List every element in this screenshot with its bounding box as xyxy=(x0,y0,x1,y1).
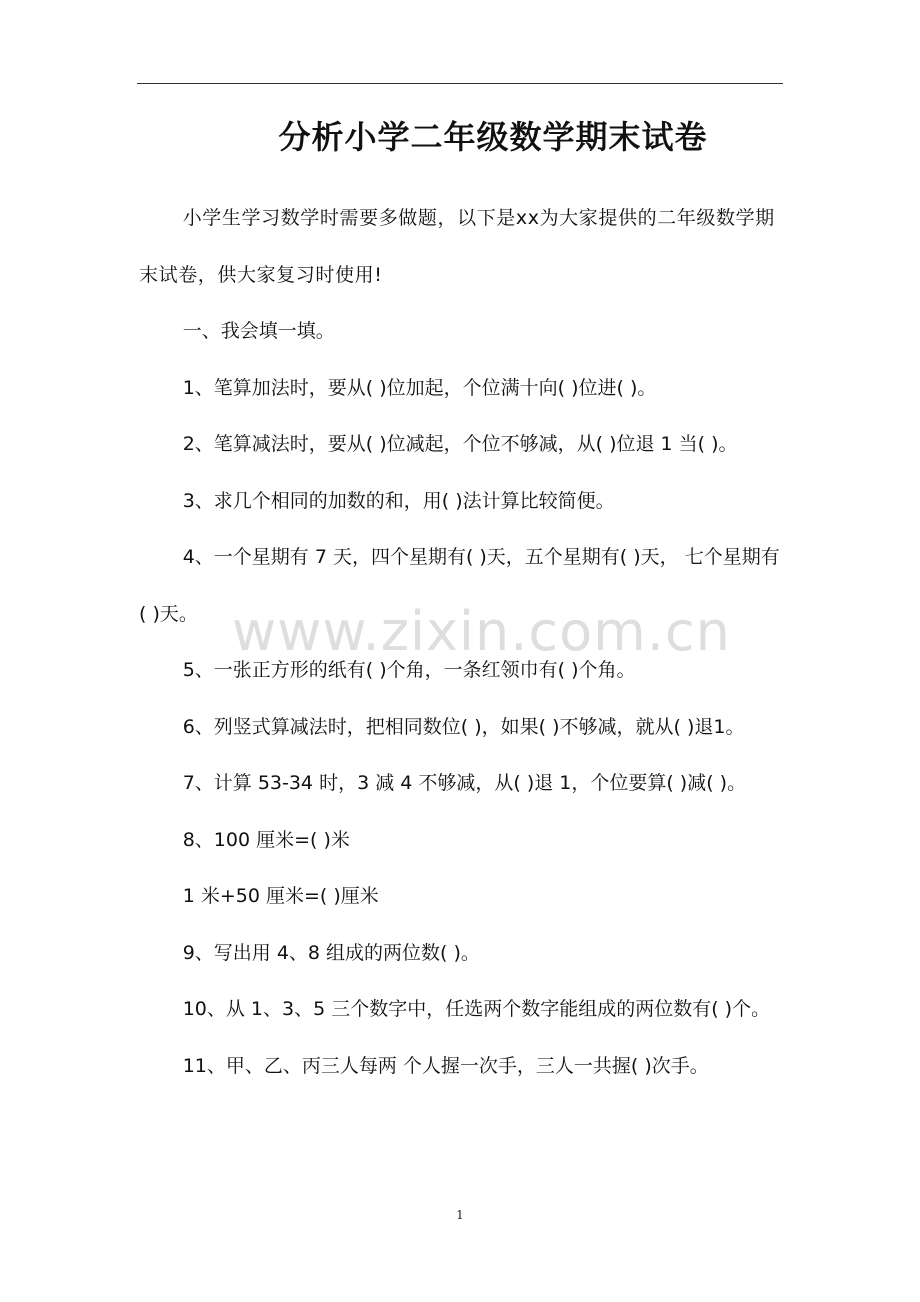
question-9: 9、写出用 4、8 组成的两位数( )。 xyxy=(182,941,480,964)
header-rule xyxy=(137,83,783,84)
watermark: www.zixin.com.cn xyxy=(232,600,731,663)
section-heading: 一、我会填一填。 xyxy=(182,320,335,342)
intro-paragraph: 小学生学习数学时需要多做题，以下是xx为大家提供的二年级数学期末试卷，供大家复习时使用! xyxy=(139,207,775,286)
question-11: 11、甲、乙、丙三人每两 个人握一次手，三人一共握( )次手。 xyxy=(182,1054,709,1077)
question-5: 5、一张正方形的纸有( )个角，一条红领巾有( )个角。 xyxy=(182,659,636,681)
document-body xyxy=(139,190,786,1094)
question-3: 3、求几个相同的加数的和，用( )法计算比较简便。 xyxy=(182,489,615,512)
question-6: 6、列竖式算减法时，把相同数位( )，如果( )不够减，就从( )退1。 xyxy=(182,715,745,738)
page-number: 1 xyxy=(456,1208,464,1222)
question-10: 10、从 1、3、5 三个数字中，任选两个数字能组成的两位数有( )个。 xyxy=(182,998,771,1020)
question-4: 4、一个星期有 7 天，四个星期有( )天，五个星期有( )天， 七个星期有( )天。 xyxy=(139,546,780,625)
question-8-part-2: 1 米+50 厘米=( )厘米 xyxy=(182,885,379,907)
question-8: 8、100 厘米=( )米 xyxy=(182,828,350,851)
document-title: 分析小学二年级数学期末试卷 xyxy=(278,118,708,156)
question-2: 2、笔算减法时，要从( )位减起，个位不够减，从( )位退 1 当( )。 xyxy=(182,433,738,455)
question-7: 7、计算 53-34 时，3 减 4 不够减，从( )退 1，个位要算( )减( )。 xyxy=(182,772,747,794)
question-1: 1、笔算加法时，要从( )位加起，个位满十向( )位进( )。 xyxy=(182,376,657,399)
